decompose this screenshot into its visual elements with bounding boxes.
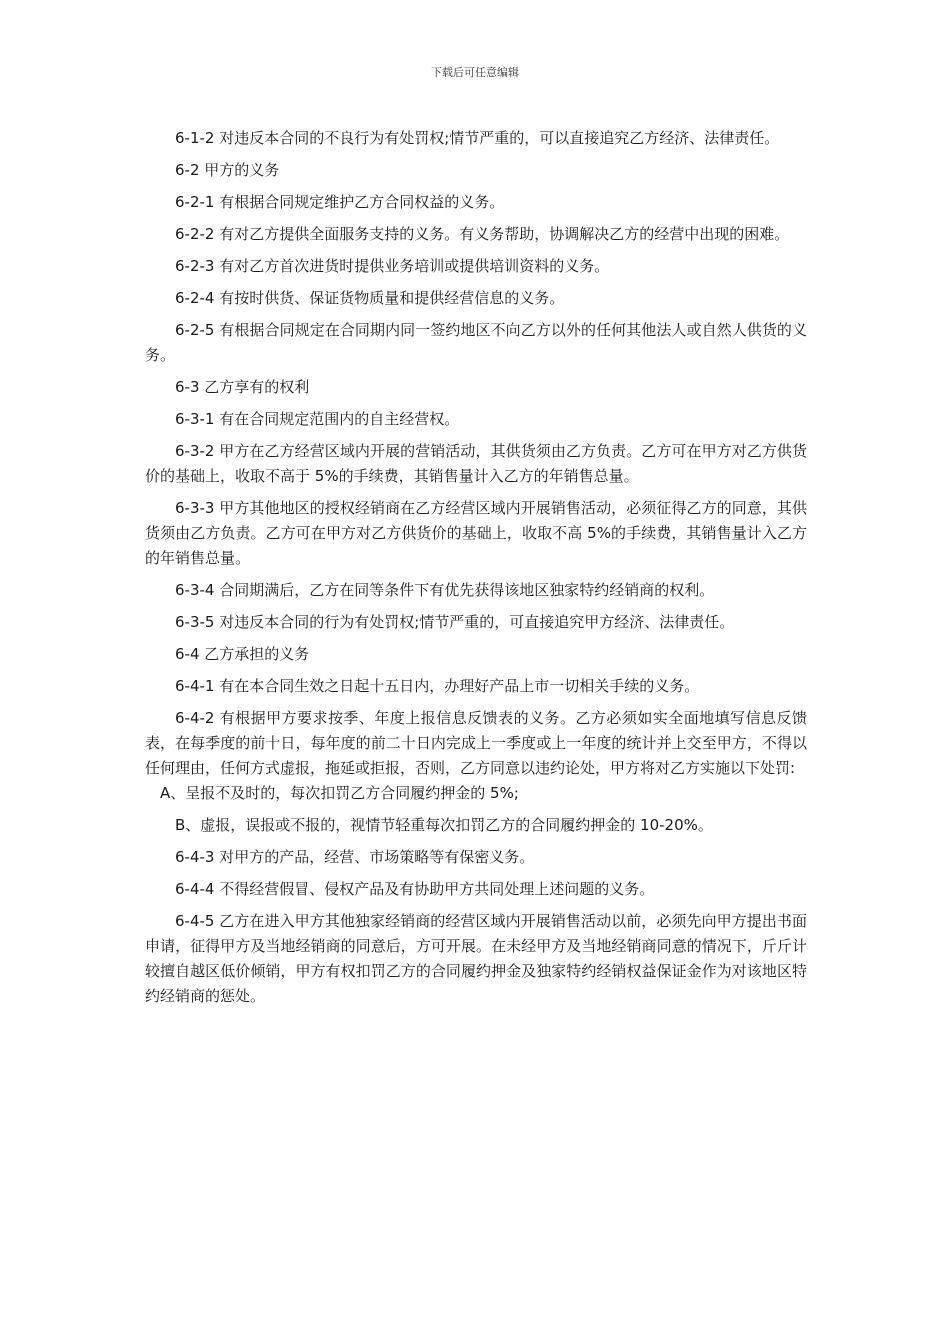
section-heading-6-2: 6-2 甲方的义务 xyxy=(175,161,280,179)
clause-6-1-2: 6-1-2 对违反本合同的不良行为有处罚权;情节严重的，可以直接追究乙方经济、法律责任。 xyxy=(175,129,780,147)
clause-6-2-5: 6-2-5 有根据合同规定在合同期内同一签约地区不向乙方以外的任何其他法人或自然人供货的义务。 xyxy=(145,321,807,364)
clause-6-3-4: 6-3-4 合同期满后，乙方在同等条件下有优先获得该地区独家特约经销商的权利。 xyxy=(175,581,715,599)
page-header: 下载后可任意编辑 xyxy=(431,66,519,79)
clause-6-2-4: 6-2-4 有按时供货、保证货物质量和提供经营信息的义务。 xyxy=(175,289,565,307)
clause-6-2-2: 6-2-2 有对乙方提供全面服务支持的义务。有义务帮助，协调解决乙方的经营中出现的困难。 xyxy=(175,225,790,243)
clause-6-2-3: 6-2-3 有对乙方首次进货时提供业务培训或提供培训资料的义务。 xyxy=(175,257,610,275)
clause-6-4-5: 6-4-5 乙方在进入甲方其他独家经销商的经营区域内开展销售活动以前，必须先向甲方提出书面申请，征得甲方及当地经销商的同意后，方可开展。在未经甲方及当地经销商同意的情况下，斤斤计较擅自越区低价倾销，甲方有权扣罚乙方的合同履约押金及独家特约经销权益保证金作为对该地区特约经销商的惩处。 xyxy=(145,912,807,1005)
clause-6-3-1: 6-3-1 有在合同规定范围内的自主经营权。 xyxy=(175,410,460,428)
clause-6-3-2: 6-3-2 甲方在乙方经营区域内开展的营销活动，其供货须由乙方负责。乙方可在甲方对乙方供货价的基础上，收取不高于 5%的手续费，其销售量计入乙方的年销售总量。 xyxy=(145,442,807,485)
section-heading-6-3: 6-3 乙方享有的权利 xyxy=(175,378,310,396)
clause-6-4-4: 6-4-4 不得经营假冒、侵权产品及有协助甲方共同处理上述问题的义务。 xyxy=(175,880,655,898)
clause-6-4-3: 6-4-3 对甲方的产品，经营、市场策略等有保密义务。 xyxy=(175,848,535,866)
penalty-item-a: A、呈报不及时的，每次扣罚乙方合同履约押金的 5%; xyxy=(160,784,519,802)
document-body xyxy=(145,126,807,1016)
penalty-item-b: B、虚报，误报或不报的，视情节轻重每次扣罚乙方的合同履约押金的 10-20%。 xyxy=(175,816,713,834)
clause-6-3-5: 6-3-5 对违反本合同的行为有处罚权;情节严重的，可直接追究甲方经济、法律责任。 xyxy=(175,613,735,631)
clause-6-3-3: 6-3-3 甲方其他地区的授权经销商在乙方经营区域内开展销售活动，必须征得乙方的同意，其供货须由乙方负责。乙方可在甲方对乙方供货价的基础上，收取不高 5%的手续费，其销售量计入乙方的年销售总量。 xyxy=(145,499,807,567)
clause-6-2-1: 6-2-1 有根据合同规定维护乙方合同权益的义务。 xyxy=(175,193,505,211)
clause-6-4-2: 6-4-2 有根据甲方要求按季、年度上报信息反馈表的义务。乙方必须如实全面地填写信息反馈表，在每季度的前十日，每年度的前二十日内完成上一季度或上一年度的统计并上交至甲方，不得以任何理由，任何方式虚报，拖延或拒报，否则，乙方同意以违约论处，甲方将对乙方实施以下处罚: xyxy=(145,709,807,777)
clause-6-4-1: 6-4-1 有在本合同生效之日起十五日内，办理好产品上市一切相关手续的义务。 xyxy=(175,677,700,695)
section-heading-6-4: 6-4 乙方承担的义务 xyxy=(175,645,310,663)
